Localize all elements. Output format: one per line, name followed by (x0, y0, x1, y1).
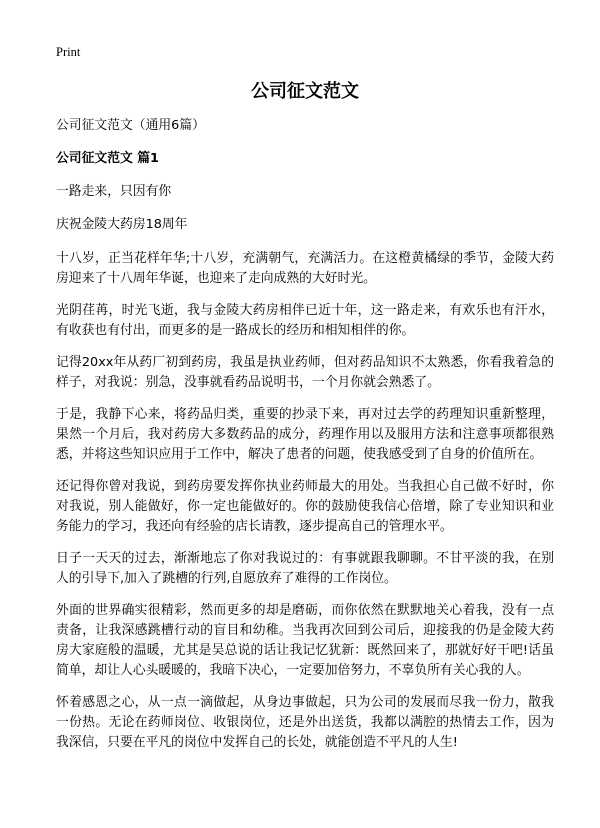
paragraph: 于是，我静下心来，将药品归类，重要的抄录下来，再对过去学的药理知识重新整理，果然一个月后，我对药房大多数药品的成分，药理作用以及服用方法和注意事项都很熟悉，并将这些知识应用于工作中，解决了患者的问题，使我感受到了自身的价值所在。 (56, 407, 554, 462)
intro-line-1: 一路走来，只因有你 (56, 184, 172, 199)
paragraph: 还记得你曾对我说，到药房要发挥你执业药师最大的用处。当我担心自己做不好时，你对我说，别人能做好，你一定也能做好的。你的鼓励使我信心倍增，除了专业知识和业务能力的学习，我还向有经验的店长请教，逐步提高自己的管理水平。 (56, 479, 554, 534)
paragraph: 记得20xx年从药厂初到药房，我虽是执业药师，但对药品知识不太熟悉，你看我着急的样子，对我说：别急，没事就看药品说明书，一个月你就会熟悉了。 (56, 355, 554, 390)
paragraph: 光阴荏苒，时光飞逝，我与金陵大药房相伴已近十年，这一路走来，有欢乐也有汗水，有收获也有付出，而更多的是一路成长的经历和相知相伴的你。 (56, 303, 554, 338)
paragraph: 外面的世界确实很精彩，然而更多的却是磨砺，而你依然在默默地关心着我，没有一点责备，让我深感跳槽行动的盲目和幼稚。当我再次回到公司后，迎接我的仍是金陵大药房大家庭般的温暖，尤其是吴总说的话让我记忆犹新：既然回来了，那就好好干吧!话虽简单，却让人心头暖暖的，我暗下决心，一定要加倍努力，不辜负所有关心我的人。 (56, 603, 554, 678)
print-label: Print (56, 45, 81, 59)
paragraph: 怀着感恩之心，从一点一滴做起，从身边事做起，只为公司的发展而尽我一份力，散我一份热。无论在药师岗位、收银岗位，还是外出送货，我都以满腔的热情去工作，因为我深信，只要在平凡的岗位中发挥自己的长处，就能创造不平凡的人生! (56, 695, 554, 750)
document-subtitle: 公司征文范文（通用6篇） (56, 118, 205, 133)
section-heading: 公司征文范文 篇1 (56, 151, 159, 166)
paragraph: 日子一天天的过去，渐渐地忘了你对我说过的：有事就跟我聊聊。不甘平淡的我，在别人的引导下,加入了跳槽的行列,自愿放弃了难得的工作岗位。 (56, 551, 554, 586)
page-title: 公司征文范文 (251, 81, 359, 102)
intro-line-2: 庆祝金陵大药房18周年 (56, 217, 188, 232)
document-body (56, 116, 554, 753)
paragraph: 十八岁，正当花样年华;十八岁，充满朝气，充满活力。在这橙黄橘绿的季节，金陵大药房迎来了十八周年华诞，也迎来了走向成熟的大好时光。 (56, 251, 554, 286)
